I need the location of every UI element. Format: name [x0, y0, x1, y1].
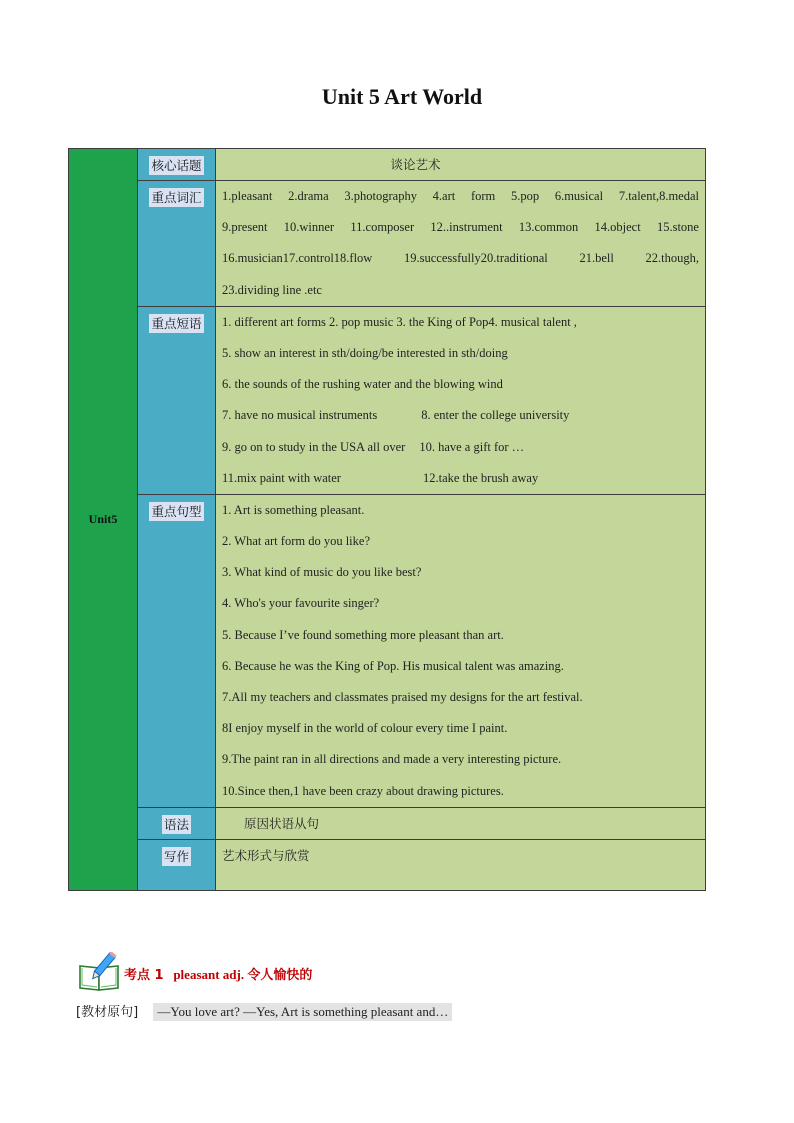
phrase-item: 12.take the brush away — [422, 470, 539, 485]
sentence-line: 6. Because he was the King of Pop. His musical talent was amazing. — [222, 658, 564, 673]
vocab-item: 22.though, — [645, 251, 699, 266]
original-sentence — [76, 1001, 452, 1021]
topic-text: 谈论艺术 — [390, 157, 441, 172]
phrase-item: 8. enter the college university — [421, 408, 570, 423]
vocab-item: 16.musician17.control18.flow — [222, 251, 373, 266]
category-label-topic: 核心话题 — [151, 158, 202, 173]
table-row-topic — [69, 149, 706, 181]
vocab-item: 15.stone — [656, 220, 699, 235]
sentence-line: 1. Art is something pleasant. — [222, 502, 365, 517]
vocab-line — [216, 212, 705, 243]
category-cell-sentences — [138, 494, 216, 807]
category-label-vocab: 重点词汇 — [151, 190, 202, 205]
kaodian-number: 考点 1 — [124, 968, 164, 983]
vocab-item: 19.successfully20.traditional — [404, 251, 548, 266]
sentence-line: 3. What kind of music do you like best? — [222, 565, 422, 580]
original-label: [教材原句] — [76, 1005, 139, 1020]
sentence-line: 8I enjoy myself in the world of colour every time I paint. — [222, 721, 508, 736]
sentence-line: 4. Who's your favourite singer? — [222, 596, 380, 611]
vocab-item: 6.musical — [554, 189, 604, 203]
content-cell-sentences — [216, 494, 706, 807]
table-row-writing — [69, 839, 706, 890]
book-pencil-icon — [78, 952, 122, 992]
sentence-line: 10.Since then,1 have been crazy about drawing pictures. — [222, 783, 504, 798]
table-row-sentences — [69, 494, 706, 807]
category-cell-grammar — [138, 807, 216, 839]
page-title: Unit 5 Art World — [321, 84, 483, 109]
kaodian-word: pleasant adj. 令人愉快的 — [173, 967, 313, 982]
phrase-line: 1. different art forms 2. pop music 3. the King of Pop4. musical talent , — [222, 314, 577, 329]
table-row-vocab — [69, 181, 706, 307]
category-cell-topic — [138, 149, 216, 181]
vocab-line — [216, 181, 705, 212]
phrase-item: 11.mix paint with water — [222, 470, 341, 485]
phrase-item: 9. go on to study in the USA all over — [222, 439, 406, 454]
kaodian-title — [124, 964, 312, 983]
vocab-item: 21.bell — [579, 251, 614, 266]
vocab-line — [216, 275, 705, 306]
category-cell-vocab — [138, 181, 216, 307]
phrase-line — [216, 400, 705, 431]
sentence-line: 5. Because I’ve found something more pleasant than art. — [222, 627, 504, 642]
sentence-line: 2. What art form do you like? — [222, 534, 370, 549]
category-label-phrases: 重点短语 — [151, 315, 202, 331]
sentence-line: 7.All my teachers and classmates praised my designs for the art festival. — [222, 690, 583, 704]
original-quote: —You love art? —Yes, Art is something pleasant and… — [153, 1003, 452, 1021]
vocab-item: 14.object — [594, 220, 641, 235]
table-row-grammar — [69, 807, 706, 839]
category-label-sentences: 重点句型 — [151, 503, 202, 519]
content-cell-grammar — [216, 807, 706, 839]
vocab-line — [216, 243, 705, 274]
vocab-item: 4.art — [432, 189, 456, 203]
vocab-item: 12..instrument — [430, 220, 503, 235]
unit-label: Unit5 — [88, 511, 118, 526]
grammar-text: 原因状语从句 — [244, 815, 320, 831]
phrase-line — [216, 432, 705, 463]
category-cell-phrases — [138, 306, 216, 494]
vocab-item: 23.dividing line .etc — [222, 282, 322, 297]
sentence-line: 9.The paint ran in all directions and made a very interesting picture. — [222, 752, 562, 767]
vocab-item: 7.talent,8.medal — [618, 189, 699, 203]
unit-label-cell — [69, 149, 138, 891]
vocab-item: 3.photography — [344, 189, 417, 203]
vocab-item: 13.common — [518, 220, 579, 235]
vocab-item: 10.winner — [283, 220, 335, 235]
phrase-item: 10. have a gift for … — [419, 439, 525, 454]
vocab-item: 11.composer — [350, 220, 415, 235]
phrase-item: 7. have no musical instruments — [222, 408, 378, 423]
content-cell-writing — [216, 839, 706, 890]
unit-summary-table — [68, 148, 706, 891]
kaodian-heading — [78, 952, 498, 992]
content-cell-phrases — [216, 306, 706, 494]
category-label-writing: 写作 — [163, 848, 189, 864]
content-cell-vocab — [216, 181, 706, 307]
vocab-item: 2.drama — [288, 189, 329, 203]
category-cell-writing — [138, 839, 216, 890]
table-row-phrases — [69, 306, 706, 494]
content-cell-topic — [216, 149, 706, 181]
phrase-line: 5. show an interest in sth/doing/be interested in sth/doing — [222, 345, 508, 360]
writing-text: 艺术形式与欣赏 — [222, 847, 310, 863]
category-label-grammar: 语法 — [163, 816, 189, 832]
vocab-item: 9.present — [222, 220, 268, 235]
vocab-item: 5.pop — [510, 189, 540, 203]
phrase-line — [216, 463, 705, 494]
phrase-line: 6. the sounds of the rushing water and the blowing wind — [222, 377, 503, 392]
vocab-item: form — [470, 189, 496, 203]
vocab-item: 1.pleasant — [222, 189, 273, 203]
